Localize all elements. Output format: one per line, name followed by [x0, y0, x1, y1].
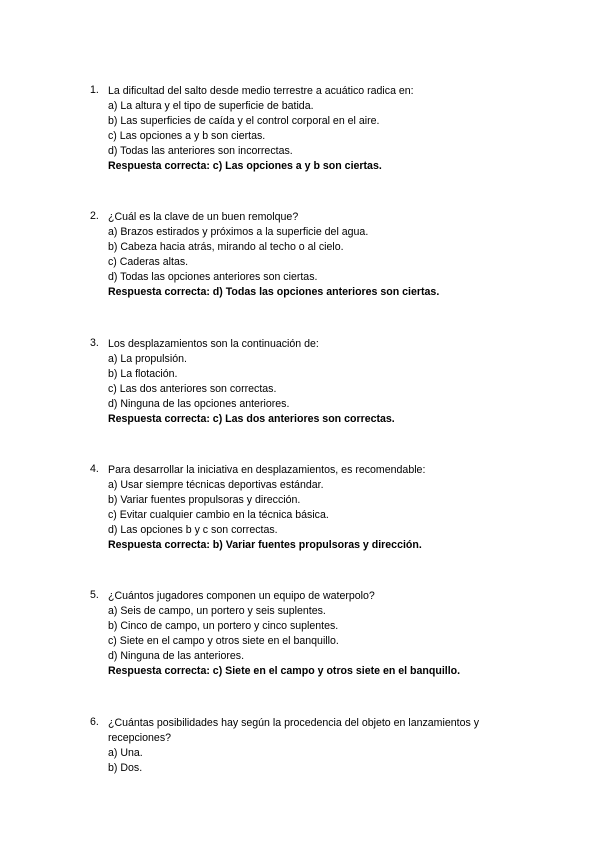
option-a: a) Usar siempre técnicas deportivas estándar.: [108, 479, 324, 491]
question-body: [108, 716, 530, 776]
option-d: d) Todas las opciones anteriores son ciertas.: [108, 271, 318, 283]
option-b: b) Cabeza hacia atrás, mirando al techo o al cielo.: [108, 241, 344, 253]
option-b: b) Dos.: [108, 762, 143, 774]
question-number: 6.: [90, 716, 99, 728]
question-body: [108, 210, 530, 300]
option-c: c) Las opciones a y b son ciertas.: [108, 130, 266, 142]
correct-answer: Respuesta correcta: b) Variar fuentes propulsoras y dirección.: [108, 539, 422, 551]
question-body: [108, 589, 530, 679]
question-number: 5.: [90, 589, 99, 601]
question-1: [90, 84, 530, 174]
question-3: [90, 337, 530, 427]
option-d: d) Ninguna de las opciones anteriores.: [108, 398, 290, 410]
question-4: [90, 463, 530, 553]
question-5: [90, 589, 530, 679]
question-body: [108, 463, 530, 553]
correct-answer: Respuesta correcta: d) Todas las opciones anteriores son ciertas.: [108, 286, 440, 298]
question-text-continued: recepciones?: [108, 732, 172, 744]
option-a: a) Seis de campo, un portero y seis suplentes.: [108, 605, 326, 617]
question-text: ¿Cuántas posibilidades hay según la procedencia del objeto en lanzamientos y: [108, 717, 480, 729]
question-number: 3.: [90, 337, 99, 349]
correct-answer: Respuesta correcta: c) Las opciones a y b son ciertas.: [108, 160, 382, 172]
question-number: 4.: [90, 463, 99, 475]
question-number: 2.: [90, 210, 99, 222]
option-d: d) Todas las anteriores son incorrectas.: [108, 145, 293, 157]
option-c: c) Las dos anteriores son correctas.: [108, 383, 277, 395]
correct-answer: Respuesta correcta: c) Las dos anteriores son correctas.: [108, 413, 395, 425]
question-text: ¿Cuál es la clave de un buen remolque?: [108, 211, 299, 223]
question-text: La dificultad del salto desde medio terrestre a acuático radica en:: [108, 85, 414, 97]
correct-answer: Respuesta correcta: c) Siete en el campo y otros siete en el banquillo.: [108, 665, 461, 677]
option-b: b) Cinco de campo, un portero y cinco suplentes.: [108, 620, 339, 632]
option-a: a) Brazos estirados y próximos a la superficie del agua.: [108, 226, 369, 238]
option-b: b) Variar fuentes propulsoras y dirección.: [108, 494, 301, 506]
question-text: Para desarrollar la iniciativa en desplazamientos, es recomendable:: [108, 464, 426, 476]
option-c: c) Siete en el campo y otros siete en el banquillo.: [108, 635, 339, 647]
question-text: ¿Cuántos jugadores componen un equipo de waterpolo?: [108, 590, 375, 602]
option-c: c) Evitar cualquier cambio en la técnica básica.: [108, 509, 329, 521]
question-2: [90, 210, 530, 300]
option-c: c) Caderas altas.: [108, 256, 189, 268]
option-b: b) La flotación.: [108, 368, 178, 380]
option-d: d) Las opciones b y c son correctas.: [108, 524, 278, 536]
option-a: a) La propulsión.: [108, 353, 187, 365]
option-b: b) Las superficies de caída y el control corporal en el aire.: [108, 115, 380, 127]
question-body: [108, 84, 530, 174]
question-6: [90, 716, 530, 776]
option-a: a) La altura y el tipo de superficie de batida.: [108, 100, 314, 112]
question-number: 1.: [90, 84, 99, 96]
option-d: d) Ninguna de las anteriores.: [108, 650, 245, 662]
option-a: a) Una.: [108, 747, 143, 759]
question-body: [108, 337, 530, 427]
question-text: Los desplazamientos son la continuación de:: [108, 338, 319, 350]
